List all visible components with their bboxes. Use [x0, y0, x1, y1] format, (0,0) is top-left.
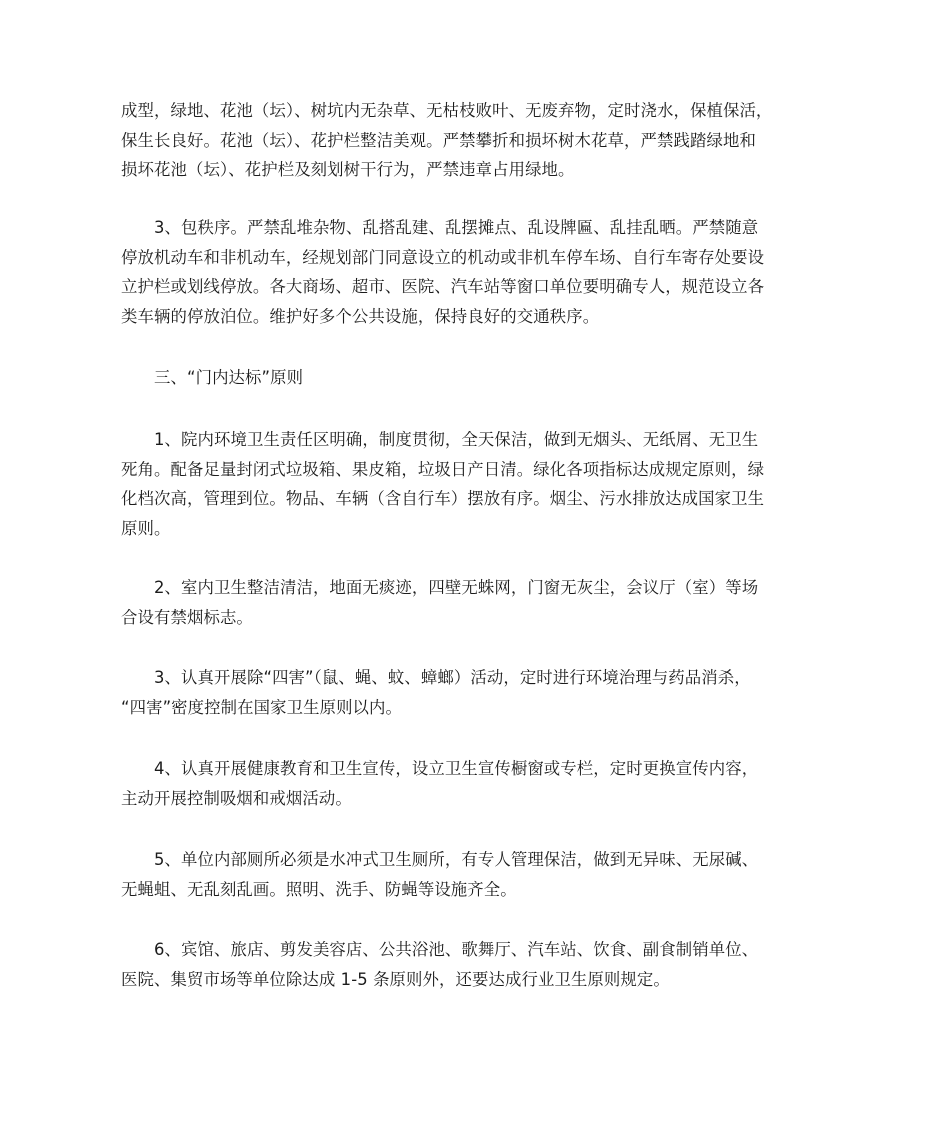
paragraph-item-3: [121, 663, 836, 722]
text-line: “四害”密度控制在国家卫生原则以内。: [121, 697, 403, 717]
text-line: 停放机动车和非机动车，经规划部门同意设立的机动或非机车停车场、自行车寄存处要设: [121, 247, 765, 267]
text-line: 类车辆的停放泊位。维护好多个公共设施，保持良好的交通秩序。: [121, 306, 600, 326]
heading-text: 三、“门内达标”原则: [154, 368, 304, 387]
paragraph-item-2: [121, 573, 836, 632]
text-line: [121, 754, 836, 784]
paragraph-item-1: [121, 425, 836, 543]
text-line: 合设有禁烟标志。: [121, 607, 253, 627]
text-line: 死角。配备足量封闭式垃圾箱、果皮箱，垃圾日产日清。绿化各项指标达成规定原则，绿: [121, 459, 765, 479]
text-line: 损坏花池（坛）、花护栏及刻划树干行为，严禁违章占用绿地。: [121, 160, 575, 180]
text-line: 主动开展控制吸烟和戒烟活动。: [121, 788, 352, 808]
text-line-content: 4、认真开展健康教育和卫生宣传，设立卫生宣传橱窗或专栏，定时更换宣传内容，: [154, 759, 759, 778]
paragraph-item-5: [121, 845, 836, 904]
text-line: 无蝇蛆、无乱刻乱画。照明、洗手、防蝇等设施齐全。: [121, 879, 517, 899]
text-line: 成型，绿地、花池（坛）、树坑内无杂草、无枯枝败叶、无废弃物，定时浇水，保植保活，: [121, 101, 773, 120]
text-line: [121, 213, 836, 243]
text-line: 医院、集贸市场等单位除达成 1-5 条原则外，还要达成行业卫生原则规定。: [121, 969, 670, 989]
text-line-content: 5、单位内部厕所必须是水冲式卫生厕所，有专人管理保洁，做到无异味、无尿碱、: [154, 850, 759, 869]
text-line: [121, 663, 836, 693]
text-line: 化档次高，管理到位。物品、车辆（含自行车）摆放有序。烟尘、污水排放达成国家卫生: [121, 489, 765, 509]
section-heading: [121, 363, 836, 393]
text-line-content: 3、认真开展除“四害”（鼠、蝇、蚊、蟑螂）活动，定时进行环境治理与药品消杀，: [154, 668, 751, 687]
paragraph-greening-continued: [121, 96, 836, 185]
heading-line: [121, 363, 836, 393]
text-line-content: 3、包秩序。严禁乱堆杂物、乱搭乱建、乱摆摊点、乱设牌匾、乱挂乱晒。严禁随意: [154, 218, 759, 237]
text-line: [121, 573, 836, 603]
paragraph-item-4: [121, 754, 836, 813]
paragraph-item-6: [121, 935, 836, 994]
text-line: [121, 845, 836, 875]
text-line: 立护栏或划线停放。各大商场、超市、医院、汽车站等窗口单位要明确专人，规范设立各: [121, 277, 765, 297]
text-line: 原则。: [121, 518, 171, 538]
text-line: [121, 425, 836, 455]
text-line-content: 6、宾馆、旅店、剪发美容店、公共浴池、歌舞厅、汽车站、饮食、副食制销单位、: [154, 940, 759, 959]
text-line-content: 2、室内卫生整洁清洁，地面无痰迹，四壁无蛛网，门窗无灰尘，会议厅（室）等场: [154, 578, 759, 597]
text-line: [121, 935, 836, 965]
text-line: 保生长良好。花池（坛）、花护栏整洁美观。严禁攀折和损坏树木花草，严禁践踏绿地和: [121, 130, 756, 150]
text-line-content: 1、院内环境卫生责任区明确，制度贯彻，全天保洁，做到无烟头、无纸屑、无卫生: [154, 430, 759, 449]
paragraph-order: [121, 213, 836, 331]
